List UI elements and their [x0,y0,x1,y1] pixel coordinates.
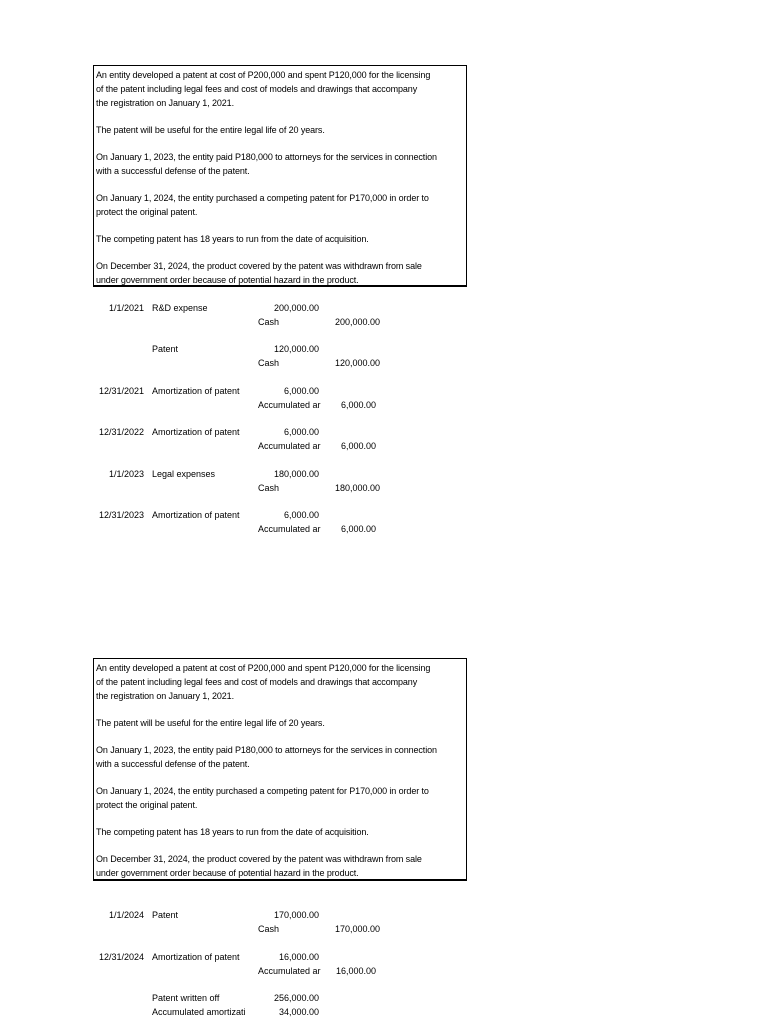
entry-date: 12/31/2024 [98,952,144,962]
problem-paragraph: An entity developed a patent at cost of P200,000 and spent P120,000 for the licensing of the patent including legal fees and cost of models and drawings that accompany the registration on January 1, 2021. [96,663,431,701]
problem-statement-box-2 [93,658,467,881]
entry-debit-amount: 120,000.00 [273,344,319,354]
entry-date: 12/31/2021 [98,386,144,396]
entry-debit-amount: 180,000.00 [273,469,319,479]
problem-paragraph: The patent will be useful for the entire legal life of 20 years. [96,718,325,728]
entry-debit-account: Amortization of patent [152,510,240,520]
entry-debit-amount: 6,000.00 [283,427,319,437]
entry-credit-account: Cash [258,358,280,368]
problem-paragraph: The competing patent has 18 years to run from the date of acquisition. [96,234,369,244]
entry-credit-amount: 16,000.00 [335,966,376,976]
entry-date: 12/31/2023 [98,510,144,520]
entry-credit-amount: 6,000.00 [340,524,376,534]
entry-debit-account: R&D expense [152,303,208,313]
entry-credit-amount: 120,000.00 [334,358,380,368]
entry-credit-amount: 6,000.00 [340,400,376,410]
entry-credit-account: Cash [258,483,280,493]
entry-debit-account: Patent [152,910,179,920]
entry-credit-amount: 180,000.00 [334,483,380,493]
entry-debit-amount: 200,000.00 [273,303,319,313]
entry-credit-account: Cash [258,317,280,327]
entry-credit-amount: 6,000.00 [340,441,376,451]
writeoff-debit-amount: 256,000.00 [273,993,319,1003]
entry-date: 1/1/2021 [108,303,144,313]
entry-debit-account: Patent [152,344,179,354]
writeoff-debit-account: Accumulated amortizati [152,1007,246,1017]
entry-credit-amount: 200,000.00 [334,317,380,327]
entry-date: 1/1/2024 [108,910,144,920]
problem-statement-box-1 [93,65,467,287]
entry-debit-amount: 6,000.00 [283,510,319,520]
problem-paragraph: On January 1, 2024, the entity purchased a competing patent for P170,000 in order to protect the original patent. [96,193,429,217]
entry-debit-amount: 16,000.00 [278,952,319,962]
entry-debit-amount: 6,000.00 [283,386,319,396]
entry-debit-amount: 170,000.00 [273,910,319,920]
entry-debit-account: Amortization of patent [152,952,240,962]
entry-credit-account: Accumulated ar [258,441,321,451]
problem-paragraph: The competing patent has 18 years to run from the date of acquisition. [96,827,369,837]
entry-credit-account: Accumulated ar [258,966,321,976]
problem-paragraph: On December 31, 2024, the product covered by the patent was withdrawn from sale under government order because of potential hazard in the product. [96,854,422,878]
writeoff-debit-amount: 34,000.00 [278,1007,319,1017]
entry-debit-account: Legal expenses [152,469,216,479]
problem-paragraph: On December 31, 2024, the product covered by the patent was withdrawn from sale under government order because of potential hazard in the product. [96,261,422,285]
entry-credit-account: Accumulated ar [258,524,321,534]
entry-credit-account: Cash [258,924,280,934]
problem-paragraph: On January 1, 2024, the entity purchased a competing patent for P170,000 in order to protect the original patent. [96,786,429,810]
entry-date: 1/1/2023 [108,469,144,479]
entry-credit-amount: 170,000.00 [334,924,380,934]
problem-paragraph: The patent will be useful for the entire legal life of 20 years. [96,125,325,135]
problem-paragraph: An entity developed a patent at cost of P200,000 and spent P120,000 for the licensing of the patent including legal fees and cost of models and drawings that accompany the registration on January 1, 2021. [96,70,431,108]
entry-date: 12/31/2022 [98,427,144,437]
problem-paragraph: On January 1, 2023, the entity paid P180,000 to attorneys for the services in connection with a successful defense of the patent. [96,745,437,769]
entry-debit-account: Amortization of patent [152,386,240,396]
problem-paragraph: On January 1, 2023, the entity paid P180,000 to attorneys for the services in connection with a successful defense of the patent. [96,152,437,176]
entry-credit-account: Accumulated ar [258,400,321,410]
entry-debit-account: Amortization of patent [152,427,240,437]
writeoff-debit-account: Patent written off [152,993,220,1003]
